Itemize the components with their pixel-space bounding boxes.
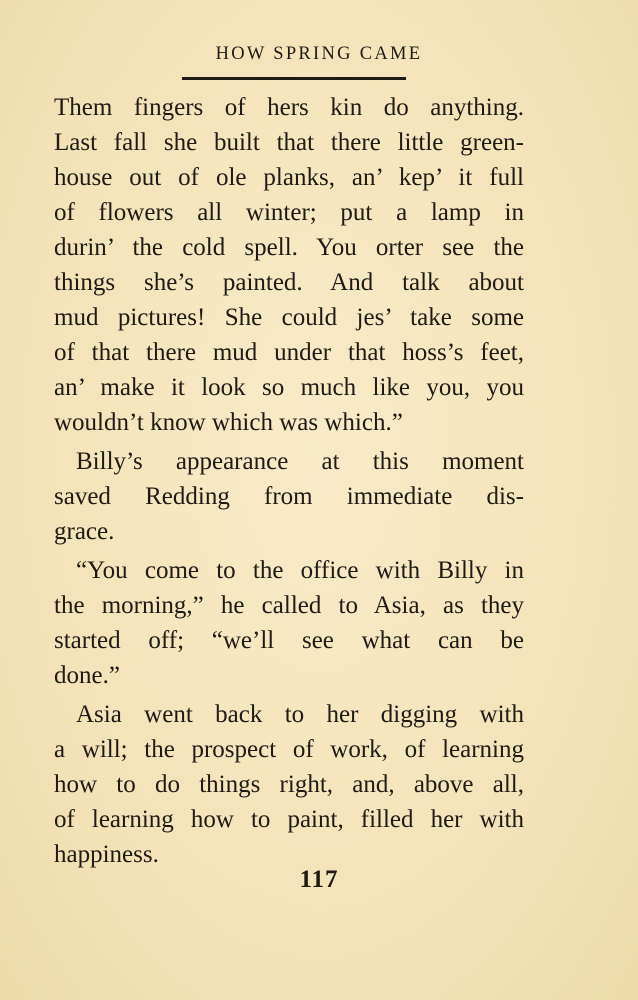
paragraph	[54, 553, 524, 693]
running-head: HOW SPRING CAME	[215, 44, 423, 64]
text-line: durin’ the cold spell. You orter see the	[54, 234, 524, 261]
paragraph	[54, 697, 524, 872]
text-line: of flowers all winter; put a lamp in	[54, 199, 524, 226]
text-line: happiness.	[54, 841, 159, 868]
text-line: wouldn’t know which was which.”	[54, 409, 403, 436]
text-line: an’ make it look so much like you, you	[54, 374, 524, 401]
text-line: Last fall she built that there little green-	[54, 129, 524, 156]
text-line: house out of ole planks, an’ kep’ it full	[54, 164, 524, 191]
text-line: mud pictures! She could jes’ take some	[54, 304, 524, 331]
page-number: 117	[299, 866, 339, 893]
text-line: things she’s painted. And talk about	[54, 269, 524, 296]
text-line: a will; the prospect of work, of learning	[54, 736, 524, 763]
text-line: how to do things right, and, above all,	[54, 771, 524, 798]
text-line: of that there mud under that hoss’s feet,	[54, 339, 524, 366]
text-line: of learning how to paint, filled her with	[54, 806, 524, 833]
text-line: saved Redding from immediate dis-	[54, 483, 524, 510]
paragraph	[54, 90, 524, 440]
text-line: Asia went back to her digging with	[76, 701, 524, 728]
text-line: the morning,” he called to Asia, as they	[54, 592, 524, 619]
text-line: Them fingers of hers kin do anything.	[54, 94, 524, 121]
header-rule	[182, 77, 406, 80]
paragraph	[54, 444, 524, 549]
text-line: started off; “we’ll see what can be	[54, 627, 524, 654]
text-line: “You come to the office with Billy in	[76, 557, 524, 584]
text-line: done.”	[54, 662, 120, 689]
text-line: Billy’s appearance at this moment	[76, 448, 524, 475]
text-line: grace.	[54, 518, 115, 545]
body-text	[54, 90, 524, 872]
